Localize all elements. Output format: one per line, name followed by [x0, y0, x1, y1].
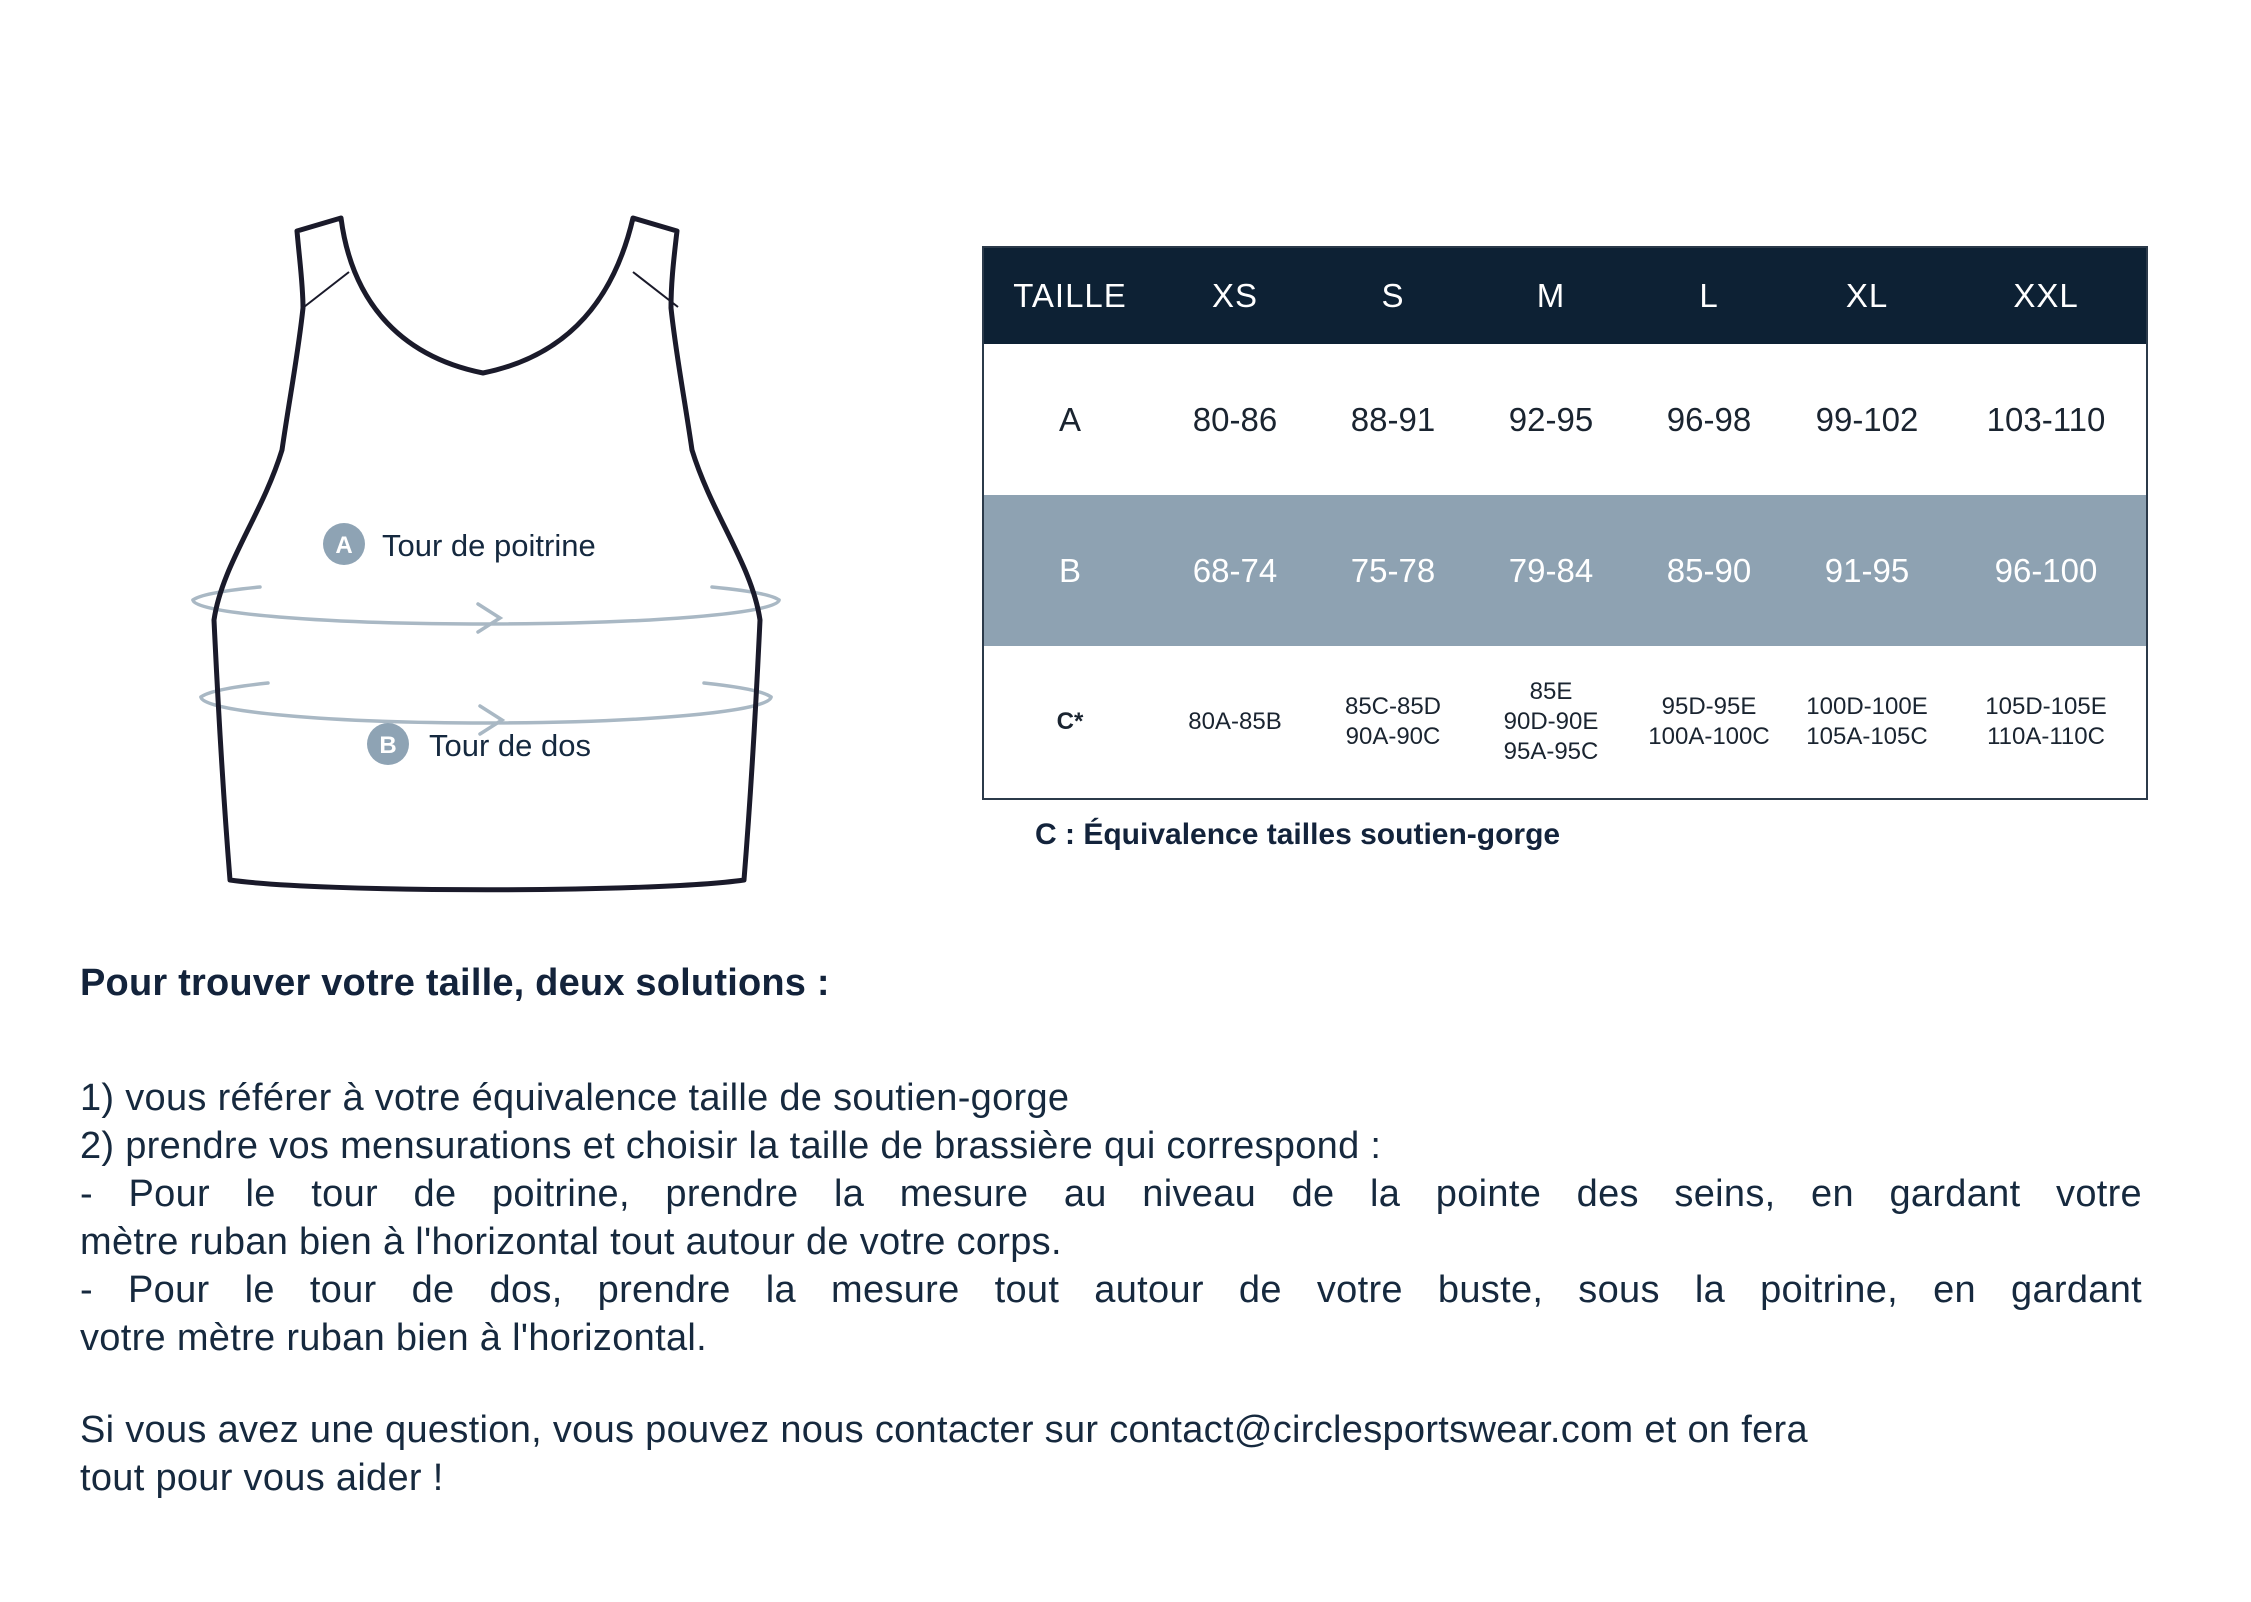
table-header-cell: M — [1536, 277, 1566, 314]
instruction-line: mètre ruban bien à l'horizontal tout autour de votre corps. — [80, 1221, 1062, 1263]
bra-diagram — [150, 205, 795, 905]
table-header-cell: XL — [1845, 277, 1889, 314]
table-row-b — [984, 495, 2146, 646]
instruction-line: 2) prendre vos mensurations et choisir la taille de brassière qui correspond : — [80, 1125, 1382, 1167]
table-cell — [1788, 646, 1946, 798]
table-cell: 75-78 — [1350, 551, 1436, 589]
size-table-header-row — [984, 248, 2146, 344]
table-cell: 85-90 — [1666, 551, 1752, 589]
table-row-c — [984, 646, 2146, 798]
measure-label-b — [367, 723, 591, 765]
table-cell: 88-91 — [1350, 400, 1436, 438]
cell-line: 100D-100E — [1806, 693, 1928, 720]
table-cell: 68-74 — [1192, 551, 1278, 589]
size-table — [982, 246, 2148, 800]
contact-line: Si vous avez une question, vous pouvez nous contacter sur contact@circlesportswear.com et on fera — [80, 1409, 1808, 1451]
cell-line: 95D-95E — [1661, 693, 1757, 720]
measure-label-b-text: Tour de dos — [429, 728, 591, 763]
cell-line: 105D-105E — [1985, 693, 2107, 720]
table-row-a — [984, 344, 2146, 495]
table-caption: C : Équivalence tailles soutien-gorge — [1035, 818, 1561, 851]
table-cell — [1156, 646, 1314, 798]
cell-line: 90A-90C — [1345, 723, 1441, 750]
cell-line: 85E — [1529, 678, 1573, 705]
table-cell: 92-95 — [1508, 400, 1594, 438]
cell-line: 80A-85B — [1188, 708, 1282, 735]
table-cell: 96-100 — [1994, 551, 2098, 589]
table-cell — [1472, 646, 1630, 798]
table-header-cell: XS — [1211, 277, 1259, 314]
instruction-line: votre mètre ruban bien à l'horizontal. — [80, 1317, 707, 1359]
table-cell — [1314, 646, 1472, 798]
instructions-text — [80, 1074, 2142, 1362]
instruction-line: - Pour le tour de poitrine, prendre la mesure au niveau de la pointe des seins, en gardant votre — [80, 1173, 2142, 1215]
table-header-cell: S — [1381, 277, 1405, 314]
table-cell: 96-98 — [1666, 400, 1752, 438]
badge-a-letter: A — [335, 532, 353, 559]
table-header-cell: XXL — [2013, 277, 2079, 314]
badge-b-letter: B — [379, 732, 397, 759]
cell-line: 105A-105C — [1806, 723, 1928, 750]
bra-outline-svg — [150, 205, 795, 905]
instruction-line: 1) vous référer à votre équivalence taille de soutien-gorge — [80, 1077, 1070, 1119]
table-cell — [1946, 646, 2146, 798]
table-cell — [1630, 646, 1788, 798]
contact-line: tout pour vous aider ! — [80, 1457, 444, 1499]
measure-label-a-text: Tour de poitrine — [382, 528, 596, 563]
table-header-cell: L — [1699, 277, 1719, 314]
cell-line: 85C-85D — [1344, 693, 1442, 720]
table-cell: 103-110 — [1986, 400, 2106, 438]
cell-line: 90D-90E — [1503, 708, 1599, 735]
table-cell: 79-84 — [1508, 551, 1594, 589]
row-label: C* — [1056, 708, 1084, 735]
contact-text — [80, 1406, 2142, 1502]
row-label: A — [1058, 400, 1081, 438]
table-cell: 80-86 — [1192, 400, 1278, 438]
instructions-heading: Pour trouver votre taille, deux solutions : — [80, 962, 830, 1004]
cell-line: 110A-110C — [1987, 723, 2105, 750]
row-label: B — [1058, 551, 1081, 589]
table-header-cell: TAILLE — [1013, 277, 1127, 314]
instruction-line: - Pour le tour de dos, prendre la mesure tout autour de votre buste, sous la poitrine, en gardant — [80, 1269, 2142, 1311]
cell-line: 95A-95C — [1503, 738, 1599, 765]
cell-line: 100A-100C — [1648, 723, 1770, 750]
table-cell: 91-95 — [1824, 551, 1910, 589]
table-cell: 99-102 — [1815, 400, 1919, 438]
